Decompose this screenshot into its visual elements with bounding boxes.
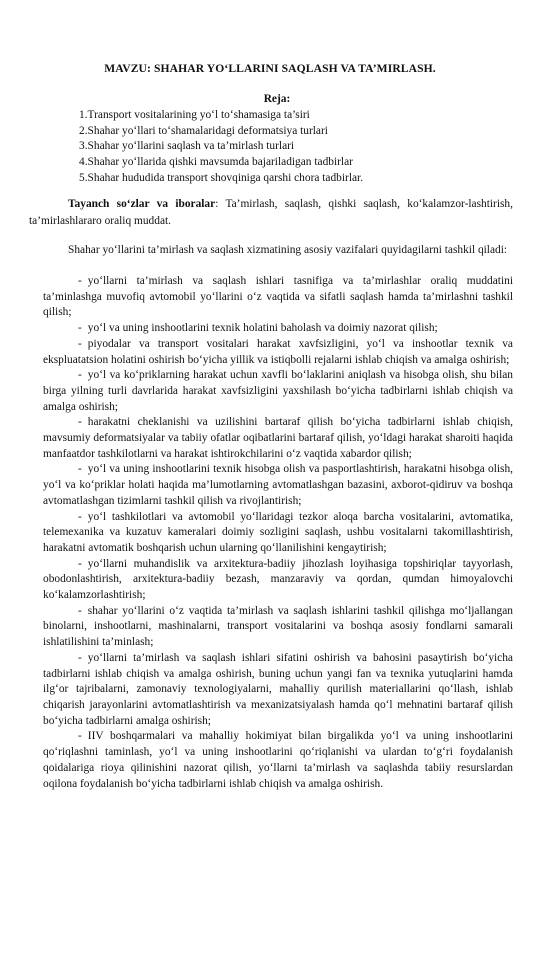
duty-text: yo‘l va uning inshootlarini texnik hisobga olish va pasportlashtirish, harakatni hisobga olish, yo‘l va ko‘priklar holati haqida ma’lumotlarning avtomatlashgan bazasini, axborot-qidiruv va boshqa avtomatlashgan tizimlarni tashkil qilish va rivojlantirish; [43, 463, 513, 507]
plan-item: 4.Shahar yo‘llarida qishki mavsumda bajariladigan tadbirlar [79, 156, 353, 169]
duty-text: IIV boshqarmalari va mahalliy hokimiyat bilan birgalikda yo‘l va uning inshootlarini qo‘riqlashni taminlash, yo‘l va uning inshootlarini qo‘riqlanishi va ulardan to‘g‘ri foydalanish qoidalariga rioya qilinishini nazorat qilish, yo‘llarni ta’mirlash va saqlashda tabiiy resurslardan oqilona foydalanish bo‘yicha tadbirlarni ishlab chiqish va amalga oshirish. [43, 730, 513, 790]
duty-item [43, 415, 513, 462]
duty-text: yo‘l va uning inshootlarini texnik holatini baholash va doimiy nazorat qilish; [87, 322, 438, 335]
duty-item [43, 368, 513, 415]
duty-text: yo‘llarni muhandislik va arxitektura-badiiy jihozlash loyihasiga topshiriqlar tayyorlash, obodonlashtirish, arxitektura-badiiy bezash, manzaraviy va qordan, qumdan himoyalovchi ko‘kalamzorlashtirish; [43, 557, 513, 602]
plan-list [79, 108, 363, 187]
plan-item: 5.Shahar hududida transport shovqiniga qarshi chora tadbirlar. [79, 171, 364, 184]
duty-item [43, 337, 513, 368]
duty-item [43, 557, 513, 604]
dash-marker: - [78, 322, 82, 335]
document-title: MAVZU: SHAHAR YO‘LLARINI SAQLASH VA TA’MIRLASH. [104, 62, 436, 75]
dash-marker: - [78, 730, 82, 743]
keywords-paragraph [29, 196, 513, 231]
keywords-label: Tayanch so‘zlar va iboralar [68, 198, 216, 210]
duty-text: yo‘llarni ta’mirlash va saqlash ishlari tasnifiga va ta’mirlashlar oraliq muddatini ta’minlashga muvofiq avtomobil yo‘llarini o‘z vaqtida va sifatli saqlash hamda ta’mirlashni tashkil qilish; [43, 275, 513, 319]
dash-marker: - [78, 557, 82, 570]
duties-list [43, 274, 513, 792]
dash-marker: - [78, 275, 82, 287]
intro-paragraph: Shahar yo‘llarini ta’mirlash va saqlash xizmatining asosiy vazifalari quyidagilarni tashkil qiladi: [68, 244, 508, 256]
duty-text: piyodalar va transport vositalari harakat xavfsizligini, yo‘l va inshootlar texnik va ekspluatatsion holatini oshirish bo‘yicha yillik va istiqbolli rejalarni ishlab chiqish va amalga oshirish; [43, 337, 513, 366]
plan-item: 3.Shahar yo‘llarini saqlash va ta’mirlash turlari [79, 140, 295, 153]
plan-item: 2.Shahar yo‘llari to‘shamalaridagi deformatsiya turlari [79, 124, 328, 137]
duty-item [43, 604, 513, 651]
dash-marker: - [78, 369, 82, 382]
dash-marker: - [78, 651, 82, 664]
duty-item [43, 729, 513, 792]
duty-text: harakatni cheklanishi va uzilishini bartaraf qilish bo‘yicha tadbirlarni ishlab chiqish, mavsumiy deformatsiyalar va tabiiy ofatlar oqibatlarini bartaraf qilish, yo‘ldagi harakat sharoiti haqida manfaatdor tashkilotlarni va harakat ishtirokchilarini o‘z vaqtida xabardor qilish; [43, 416, 513, 460]
plan-heading: Reja: [263, 93, 291, 105]
dash-marker: - [78, 510, 82, 523]
duty-item [43, 274, 513, 321]
dash-marker: - [78, 463, 82, 476]
duty-text: yo‘l va ko‘priklarning harakat uchun xavfli bo‘laklarini aniqlash va hisobga olish, shu bilan birga yilning turli davrlarida harakat xavfsizligini yaxshilash bo‘yicha tadbirlarni ishlab chiqish va amalga oshirish; [43, 369, 513, 413]
duty-item [43, 321, 513, 337]
duty-item [43, 510, 513, 557]
duty-text: shahar yo‘llarini o‘z vaqtida ta’mirlash va saqlash ishlarini tashkil qilishga mo‘ljallangan binolarni, inshootlarni, mashinalarni, transport vositalarini va boshqa asosiy fondlarni samarali ishlatilishini ta’minlash; [43, 604, 513, 649]
plan-item: 1.Transport vositalarining yo‘l to‘shamasiga ta’siri [79, 109, 310, 121]
duty-text: yo‘l tashkilotlari va avtomobil yo‘llaridagi tezkor aloqa barcha vositalarini, avtomatika, telemexanika va kuzatuv kameralari doimiy sozligini saqlash, ushbu vositalarni takomillashtirish, harakatni avtomatik boshqarish uchun ularning qo‘llanilishini kengaytirish; [43, 510, 513, 554]
duty-text: yo‘llarni ta’mirlash va saqlash ishlari sifatini oshirish va bahosini pasaytirish bo‘yicha tadbirlarni ishlab chiqish va amalga oshirish, buning uchun yangi fan va texnika yutuqlarini hamda ilg‘or tajribalarni, zamonaviy texnologiyalarni, mahalliy qurilish materiallarini qo‘llash, ishlab chiqarish jarayonlarini avtomatlashtirish va mexanizatsiyalash hamda qo‘l mehnatini bartaraf qilish bo‘yicha tadbirlarni amalga oshirish; [43, 651, 513, 727]
dash-marker: - [78, 416, 82, 429]
keywords-text: : Ta’mirlash, saqlash, qishki saqlash, ko‘kalamzor-lashtirish, ta’mirlashlararo oraliq muddat. [29, 198, 513, 228]
dash-marker: - [78, 604, 82, 617]
dash-marker: - [78, 337, 82, 350]
duty-item [43, 651, 513, 730]
duty-item [43, 462, 513, 509]
